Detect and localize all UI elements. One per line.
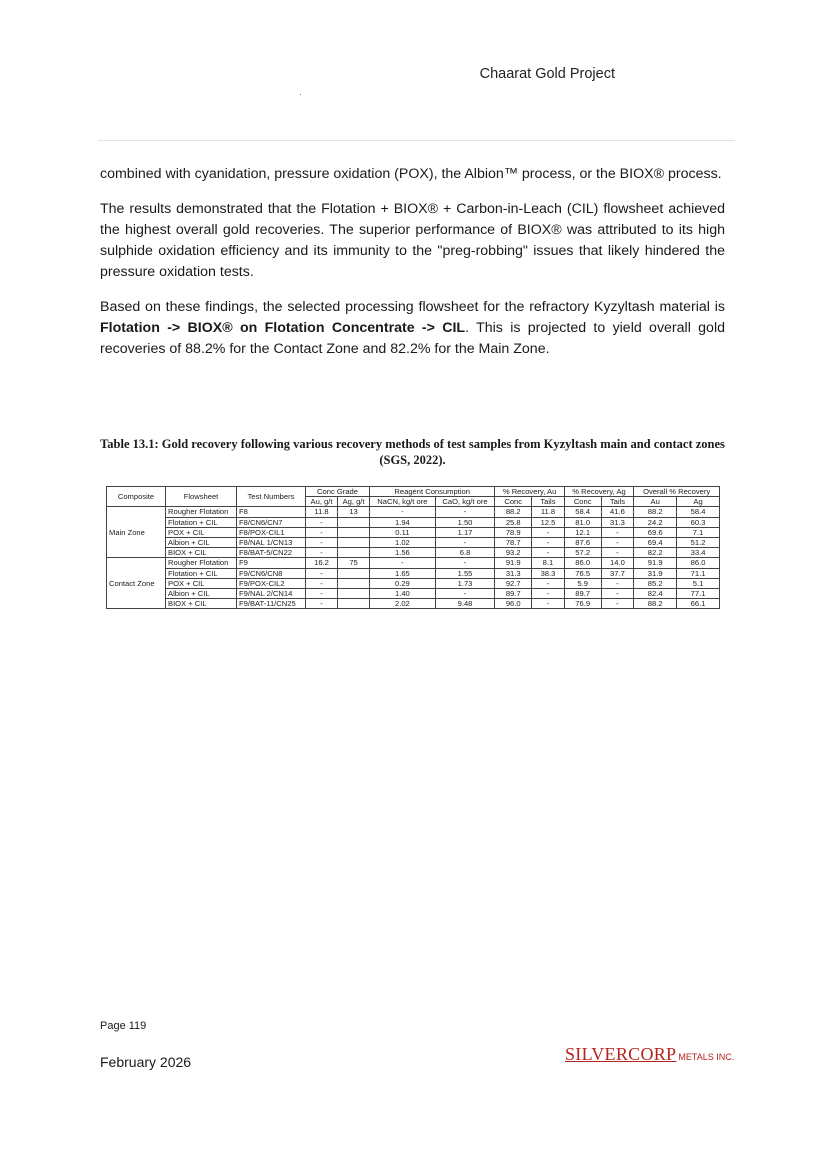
table-cell xyxy=(338,517,370,527)
table-cell xyxy=(338,548,370,558)
table-cell: 5.9 xyxy=(564,578,601,588)
table-cell: 85.2 xyxy=(634,578,677,588)
table-cell: - xyxy=(306,537,338,547)
header-recovery-au: % Recovery, Au xyxy=(495,487,564,497)
table-cell: 0.29 xyxy=(370,578,436,588)
table-body xyxy=(107,507,720,609)
table-cell: 77.1 xyxy=(677,588,720,598)
table-cell xyxy=(338,537,370,547)
table-cell: 92.7 xyxy=(495,578,532,588)
logo-suffix: METALS INC. xyxy=(678,1052,735,1062)
table-cell: BIOX + CIL xyxy=(166,599,237,609)
table-cell: 51.2 xyxy=(677,537,720,547)
subheader-cao: CaO, kg/t ore xyxy=(435,497,495,507)
table-cell: - xyxy=(306,527,338,537)
table-cell: 1.73 xyxy=(435,578,495,588)
table-cell: 31.9 xyxy=(634,568,677,578)
table-row xyxy=(107,558,720,568)
table-cell: - xyxy=(532,548,565,558)
table-cell: POX + CIL xyxy=(166,527,237,537)
table-cell: - xyxy=(435,558,495,568)
table-cell: - xyxy=(601,599,634,609)
table-cell: - xyxy=(370,558,436,568)
table-cell: 88.2 xyxy=(634,507,677,517)
table-cell: BIOX + CIL xyxy=(166,548,237,558)
logo-brand: SILVERCORP xyxy=(565,1044,677,1064)
table-cell xyxy=(338,578,370,588)
table-cell: F8/NAL 1/CN13 xyxy=(237,537,306,547)
table-cell: 86.0 xyxy=(677,558,720,568)
table-cell: 1.17 xyxy=(435,527,495,537)
table-cell xyxy=(338,527,370,537)
table-cell: 69.4 xyxy=(634,537,677,547)
table-cell: F9/NAL 2/CN14 xyxy=(237,588,306,598)
table-cell: 76.5 xyxy=(564,568,601,578)
table-cell: 41.6 xyxy=(601,507,634,517)
table-cell: - xyxy=(532,527,565,537)
table-cell: 82.2 xyxy=(634,548,677,558)
composite-cell: Main Zone xyxy=(107,507,166,558)
page-number: Page 119 xyxy=(100,1020,147,1032)
table-cell: 0.11 xyxy=(370,527,436,537)
recovery-table xyxy=(106,486,720,609)
subheader-au-gt: Au, g/t xyxy=(306,497,338,507)
table-cell: - xyxy=(601,548,634,558)
table-cell: 9.48 xyxy=(435,599,495,609)
subheader-tails-au: Tails xyxy=(532,497,565,507)
table-row xyxy=(107,588,720,598)
table-cell: - xyxy=(370,507,436,517)
table-cell: 71.1 xyxy=(677,568,720,578)
selected-flowsheet: Flotation -> BIOX® on Flotation Concentrate -> CIL xyxy=(100,320,466,336)
table-cell: 58.4 xyxy=(677,507,720,517)
table-cell: 76.9 xyxy=(564,599,601,609)
table-row xyxy=(107,507,720,517)
table-cell: - xyxy=(306,548,338,558)
table-cell: F8/BAT-5/CN22 xyxy=(237,548,306,558)
table-cell: 8.1 xyxy=(532,558,565,568)
header-conc-grade: Conc Grade xyxy=(306,487,370,497)
subheader-nacn: NaCN, kg/t ore xyxy=(370,497,436,507)
table-cell: F8/CN6/CN7 xyxy=(237,517,306,527)
paragraph-1: combined with cyanidation, pressure oxidation (POX), the Albion™ process, or the BIOX® process. xyxy=(100,166,722,182)
table-cell: F9/POX-CIL2 xyxy=(237,578,306,588)
table-cell: 16.2 xyxy=(306,558,338,568)
table-cell: - xyxy=(601,537,634,547)
table-cell: Albion + CIL xyxy=(166,537,237,547)
table-cell: 89.7 xyxy=(564,588,601,598)
table-cell: 1.40 xyxy=(370,588,436,598)
table-cell: 86.0 xyxy=(564,558,601,568)
table-cell: - xyxy=(306,578,338,588)
table-row xyxy=(107,548,720,558)
table-cell: 11.8 xyxy=(532,507,565,517)
table-cell: 11.8 xyxy=(306,507,338,517)
table-cell: 60.3 xyxy=(677,517,720,527)
table-cell: 25.8 xyxy=(495,517,532,527)
table-cell: - xyxy=(306,588,338,598)
subheader-ag-gt: Ag, g/t xyxy=(338,497,370,507)
table-cell: Albion + CIL xyxy=(166,588,237,598)
header-reagent-consumption: Reagent Consumption xyxy=(370,487,495,497)
table-cell: F9 xyxy=(237,558,306,568)
header-flowsheet: Flowsheet xyxy=(166,487,237,507)
table-cell: 1.50 xyxy=(435,517,495,527)
table-cell: - xyxy=(306,568,338,578)
subheader-overall-au: Au xyxy=(634,497,677,507)
header-composite: Composite xyxy=(107,487,166,507)
subheader-conc-au: Conc xyxy=(495,497,532,507)
header-test-numbers: Test Numbers xyxy=(237,487,306,507)
table-cell: - xyxy=(435,537,495,547)
table-cell: 69.6 xyxy=(634,527,677,537)
table-cell: 57.2 xyxy=(564,548,601,558)
table-cell: 1.65 xyxy=(370,568,436,578)
table-cell: - xyxy=(532,599,565,609)
company-logo xyxy=(565,1044,734,1065)
table-cell: - xyxy=(306,517,338,527)
table-cell: 37.7 xyxy=(601,568,634,578)
table-cell: - xyxy=(601,578,634,588)
table-caption: Table 13.1: Gold recovery following various recovery methods of test samples from Kyzyltash main and contact zones (SGS, 2022). xyxy=(100,437,725,467)
table-cell: 58.4 xyxy=(564,507,601,517)
table-cell: 1.56 xyxy=(370,548,436,558)
table-cell: - xyxy=(601,588,634,598)
header-divider xyxy=(98,140,735,141)
header-title: Chaarat Gold Project xyxy=(479,66,615,82)
table-cell: F9/CN6/CN8 xyxy=(237,568,306,578)
table-cell: 88.2 xyxy=(634,599,677,609)
table-row xyxy=(107,537,720,547)
table-cell: - xyxy=(435,588,495,598)
table-cell: 12.1 xyxy=(564,527,601,537)
table-cell: 1.02 xyxy=(370,537,436,547)
table-cell: 89.7 xyxy=(495,588,532,598)
subheader-conc-ag: Conc xyxy=(564,497,601,507)
header-mark xyxy=(300,94,301,95)
table-cell: - xyxy=(532,588,565,598)
table-cell: F8 xyxy=(237,507,306,517)
header-overall-recovery: Overall % Recovery xyxy=(634,487,720,497)
table-row xyxy=(107,527,720,537)
table-row xyxy=(107,517,720,527)
table-cell: 78.9 xyxy=(495,527,532,537)
paragraph-3-end: . This is projected to yield overall gold recoveries of 88.2% for the Contact Zone and 82.2% for the Main Zone. xyxy=(100,320,725,357)
table-cell: 5.1 xyxy=(677,578,720,588)
table-cell: - xyxy=(601,527,634,537)
table-cell xyxy=(338,568,370,578)
body-text xyxy=(100,164,725,374)
table-cell: 31.3 xyxy=(495,568,532,578)
table-cell: 96.0 xyxy=(495,599,532,609)
table-cell: 81.0 xyxy=(564,517,601,527)
table-cell: 31.3 xyxy=(601,517,634,527)
table-cell: - xyxy=(306,599,338,609)
table-cell: 75 xyxy=(338,558,370,568)
table-cell: 1.94 xyxy=(370,517,436,527)
table-cell: Rougher Flotation xyxy=(166,558,237,568)
table-cell: 14.0 xyxy=(601,558,634,568)
paragraph-2: The results demonstrated that the Flotation + BIOX® + Carbon-in-Leach (CIL) flowsheet achieved the highest overall gold recoveries. The superior performance of BIOX® was attributed to its high sulphide oxidation efficiency and its immunity to the "preg-robbing" issues that likely hindered the pressure oxidation tests. xyxy=(100,201,725,280)
table-cell: 88.2 xyxy=(495,507,532,517)
table-cell xyxy=(338,599,370,609)
table-cell: 6.8 xyxy=(435,548,495,558)
footer-date: February 2026 xyxy=(100,1054,192,1070)
table-cell: Flotation + CIL xyxy=(166,568,237,578)
table-cell: F9/BAT-11/CN25 xyxy=(237,599,306,609)
paragraph-3-start: Based on these findings, the selected processing flowsheet for the refractory Kyzyltash material is xyxy=(100,299,725,315)
table-row xyxy=(107,599,720,609)
subheader-tails-ag: Tails xyxy=(601,497,634,507)
table-cell: - xyxy=(532,537,565,547)
table-cell: POX + CIL xyxy=(166,578,237,588)
table-cell: 82.4 xyxy=(634,588,677,598)
table-cell: 78.7 xyxy=(495,537,532,547)
table-cell: 91.9 xyxy=(495,558,532,568)
table-cell: 7.1 xyxy=(677,527,720,537)
table-cell: 87.6 xyxy=(564,537,601,547)
table-cell: 38.3 xyxy=(532,568,565,578)
table-cell: 33.4 xyxy=(677,548,720,558)
table-cell: - xyxy=(435,507,495,517)
table-row xyxy=(107,568,720,578)
table-cell: Flotation + CIL xyxy=(166,517,237,527)
table-cell xyxy=(338,588,370,598)
table-cell: 91.9 xyxy=(634,558,677,568)
table-row xyxy=(107,578,720,588)
table-cell: 12.5 xyxy=(532,517,565,527)
table-cell: 13 xyxy=(338,507,370,517)
composite-cell: Contact Zone xyxy=(107,558,166,609)
table-cell: 93.2 xyxy=(495,548,532,558)
subheader-overall-ag: Ag xyxy=(677,497,720,507)
table-cell: Rougher Flotation xyxy=(166,507,237,517)
table-cell: 66.1 xyxy=(677,599,720,609)
table-cell: 1.55 xyxy=(435,568,495,578)
table-cell: 2.02 xyxy=(370,599,436,609)
table-cell: F8/POX-CIL1 xyxy=(237,527,306,537)
paragraph-3 xyxy=(100,297,725,360)
table-cell: 24.2 xyxy=(634,517,677,527)
header-recovery-ag: % Recovery, Ag xyxy=(564,487,633,497)
table-cell: - xyxy=(532,578,565,588)
